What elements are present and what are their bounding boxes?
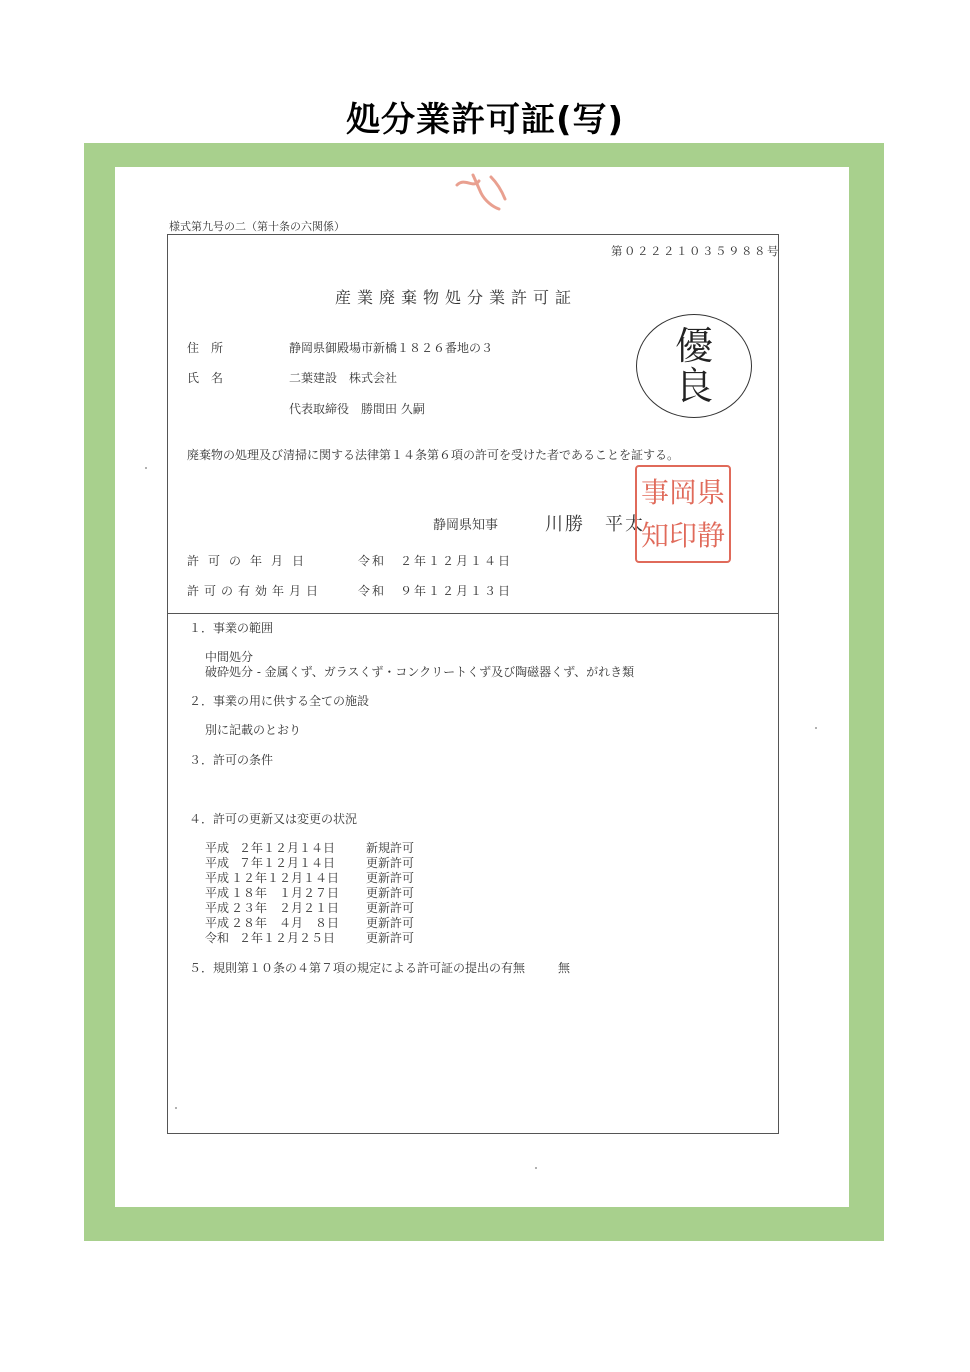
permit-date-label: 許可の年月日 <box>187 554 314 568</box>
scan-speck <box>815 727 817 729</box>
prefecture-official-stamp <box>635 465 731 563</box>
section-2-heading: ２．事業の用に供する全ての施設 <box>189 694 370 708</box>
scan-speck <box>175 1107 177 1109</box>
governor-name: 川勝 平太 <box>545 514 645 535</box>
address-label: 住 所 <box>187 341 224 355</box>
certificate-title: 産業廃棄物処分業許可証 <box>335 288 578 307</box>
red-hand-mark-icon <box>451 171 511 215</box>
name-label: 氏 名 <box>187 371 224 385</box>
scanned-certificate: 様式第九号の二（第十条の六関係） 第０２２２１０３５９８８号 産業廃棄物処分業許可証 住 所 静岡県御殿場市新橋１８２６番地の３ 氏 名 二葉建設 株式会社 代表取締役 勝間田 久嗣 優 良 廃棄物の処理及び清掃に関する法律第１４条第６項の許可を受けた者であることを証する。 静岡県知事 川勝 平太 事 岡 県 知 印 静 許可の年月日 令和 ２年１２月１４日 許可の有効年月日 令和 ９年１２月１３日 １．事業の範囲 中間処分 破砕処分 - 金属くず、ガラスくず・コンクリートくず及び陶磁器くず、がれき類 ２．事業の用に供する全ての施設 別に記載のとおり ３．許可の条件 ４．許可の更新又は変更の状況 平成 ２年１２月１４日 新規許可 平成 ７年１２月１４日 更新許可 平成 １２年１２月１４日 更新許可 平成 １８年 １月２７日 更新許可 平成 ２３年 ２月２１日 更新許可 平成 ２８年 ４月 ８日 更新許可 令和 ２年１２月２５日 更新許可 ５．規則第１０条の４第７項の規定による許可証の提出の有無 無 <box>115 167 849 1207</box>
section-divider <box>167 613 779 614</box>
seal-char-2: 良 <box>674 364 713 408</box>
stamp-char-5: 印 <box>669 518 698 552</box>
page-title: 処分業許可証(写) <box>345 100 625 140</box>
stamp-char-1: 事 <box>641 475 670 509</box>
section-4-heading: ４．許可の更新又は変更の状況 <box>189 812 358 826</box>
address-value: 静岡県御殿場市新橋１８２６番地の３ <box>289 341 494 355</box>
certification-statement: 廃棄物の処理及び清掃に関する法律第１４条第６項の許可を受けた者であることを証する。 <box>187 448 680 462</box>
section-3-heading: ３．許可の条件 <box>189 753 274 767</box>
excellence-seal <box>636 314 752 418</box>
scan-speck <box>145 467 147 469</box>
seal-char-1: 優 <box>674 324 713 368</box>
section-5-value: 無 <box>558 961 571 975</box>
company-name: 二葉建設 株式会社 <box>289 371 398 385</box>
expiry-date-value: 令和 ９年１２月１３日 <box>358 584 513 598</box>
stamp-char-4: 知 <box>641 518 670 552</box>
section-1-heading: １．事業の範囲 <box>189 621 274 635</box>
stamp-char-2: 岡 <box>669 475 698 509</box>
section-1-subheading: 中間処分 <box>205 650 254 664</box>
expiry-date-label: 許可の有効年月日 <box>187 584 324 598</box>
section-5-heading: ５．規則第１０条の４第７項の規定による許可証の提出の有無 <box>189 961 526 975</box>
section-2-detail: 別に記載のとおり <box>205 723 302 737</box>
section-1-detail: 破砕処分 - 金属くず、ガラスくず・コンクリートくず及び陶磁器くず、がれき類 <box>205 665 635 679</box>
permit-date-value: 令和 ２年１２月１４日 <box>358 554 513 568</box>
governor-title: 静岡県知事 <box>433 518 499 533</box>
form-number-label: 様式第九号の二（第十条の六関係） <box>169 220 345 233</box>
stamp-char-6: 静 <box>697 518 726 552</box>
stamp-char-3: 県 <box>697 475 726 509</box>
permit-number: 第０２２２１０３５９８８号 <box>611 244 780 258</box>
representative-name: 代表取締役 勝間田 久嗣 <box>289 402 425 416</box>
scan-speck <box>535 1167 537 1169</box>
